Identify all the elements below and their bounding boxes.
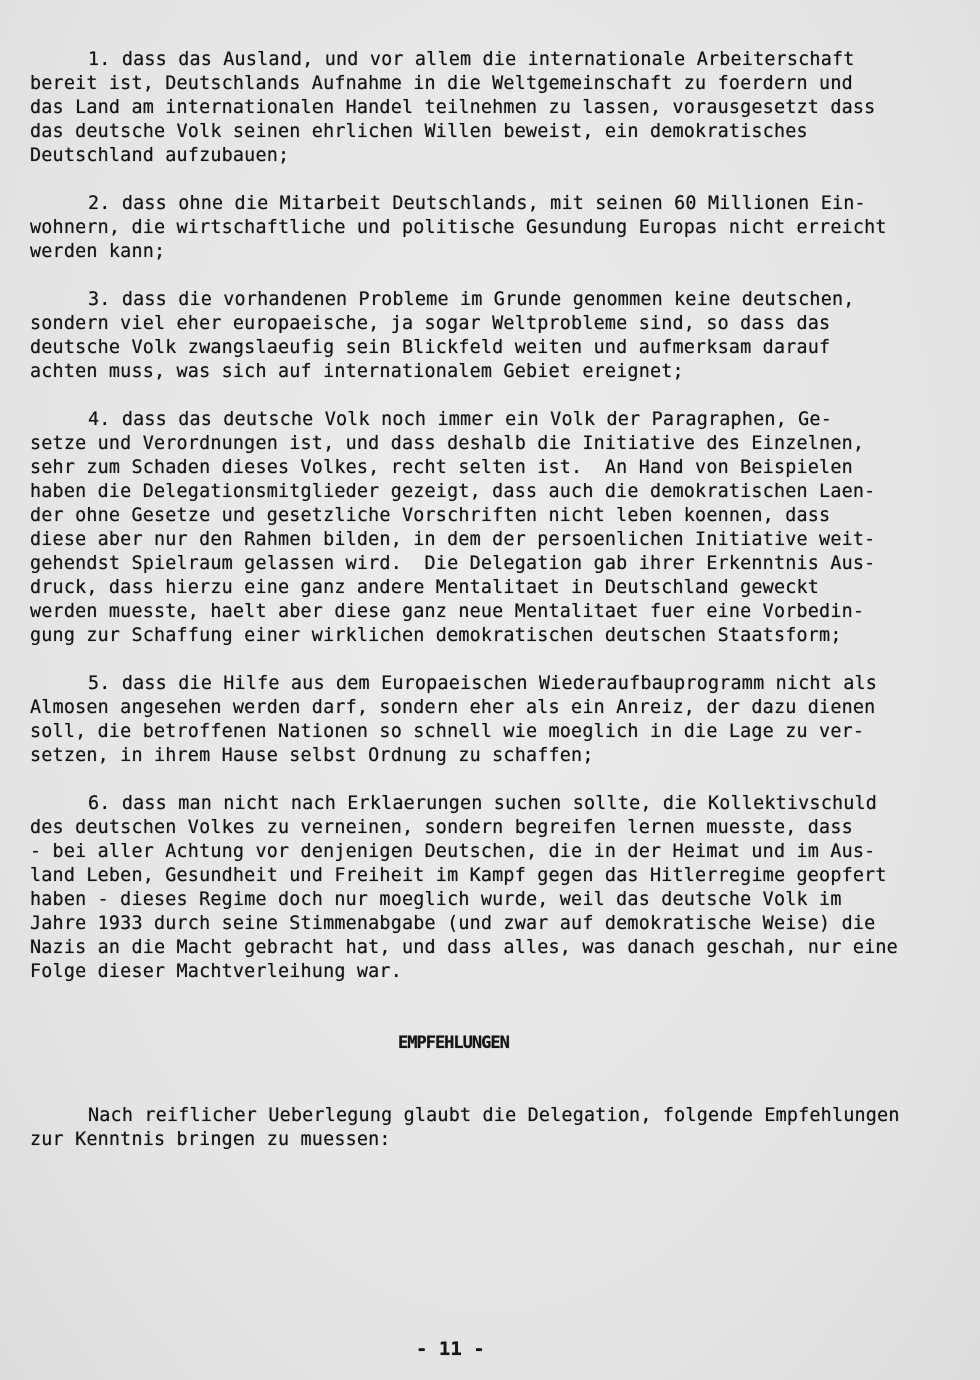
section-heading: EMPFEHLUNGEN bbox=[398, 1033, 509, 1053]
item-6-first-line bbox=[88, 792, 877, 816]
text-line: setzen, in ihrem Hause selbst Ordnung zu schaffen; bbox=[30, 745, 594, 766]
text-line: Folge dieser Machtverleihung war. bbox=[30, 961, 402, 982]
text-line: soll, die betroffenen Nationen so schnell wie moeglich in die Lage zu ver- bbox=[30, 721, 865, 742]
item-1-first-line bbox=[88, 48, 855, 72]
page-number: - 11 - bbox=[416, 1338, 485, 1360]
item-4-text: dass das deutsche Volk noch immer ein Volk der Paragraphen, Ge- bbox=[121, 409, 832, 430]
text-line: druck, dass hierzu eine ganz andere Mentalitaet in Deutschland geweckt bbox=[30, 577, 820, 598]
item-6-text: dass man nicht nach Erklaerungen suchen sollte, die Kollektivschuld bbox=[121, 793, 878, 814]
text-line: setze und Verordnungen ist, und dass deshalb die Initiative des Einzelnen, bbox=[30, 433, 865, 454]
text-line: werden muesste, haelt aber diese ganz neue Mentalitaet fuer eine Vorbedin- bbox=[30, 601, 865, 622]
text-line: gung zur Schaffung einer wirklichen demokratischen deutschen Staatsform; bbox=[30, 625, 842, 646]
text-line: wohnern, die wirtschaftliche und politische Gesundung Europas nicht erreicht bbox=[30, 217, 887, 238]
text-line: Nazis an die Macht gebracht hat, und dass alles, was danach geschah, nur eine bbox=[30, 937, 898, 958]
text-line: sehr zum Schaden dieses Volkes, recht selten ist. An Hand von Beispielen bbox=[30, 457, 853, 478]
text-line: Almosen angesehen werden darf, sondern eher als ein Anreiz, der dazu dienen bbox=[30, 697, 876, 718]
item-3-text: dass die vorhandenen Probleme im Grunde genommen keine deutschen, bbox=[121, 289, 855, 310]
item-4-first-line bbox=[88, 408, 832, 432]
item-2-first-line bbox=[88, 192, 866, 216]
text-line: werden kann; bbox=[30, 241, 166, 262]
item-1-text: dass das Ausland, und vor allem die internationale Arbeiterschaft bbox=[121, 49, 855, 70]
item-3-number: 3. bbox=[88, 289, 111, 310]
text-line: sondern viel eher europaeische, ja sogar Weltprobleme sind, so dass das bbox=[30, 313, 831, 334]
item-3-first-line bbox=[88, 288, 855, 312]
text-line: der ohne Gesetze und gesetzliche Vorschriften nicht leben koennen, dass bbox=[30, 505, 831, 526]
text-line: bereit ist, Deutschlands Aufnahme in die Weltgemeinschaft zu foerdern und bbox=[30, 73, 853, 94]
item-2-number: 2. bbox=[88, 193, 111, 214]
text-line: gehendst Spielraum gelassen wird. Die Delegation gab ihrer Erkenntnis Aus- bbox=[30, 553, 876, 574]
text-line: zur Kenntnis bringen zu muessen: bbox=[30, 1129, 391, 1150]
text-line: Jahre 1933 durch seine Stimmenabgabe (und zwar auf demokratische Weise) die bbox=[30, 913, 876, 934]
item-1-number: 1. bbox=[88, 49, 111, 70]
text-line: Deutschland aufzubauen; bbox=[30, 145, 290, 166]
text-line: haben - dieses Regime doch nur moeglich wurde, weil das deutsche Volk im bbox=[30, 889, 842, 910]
item-5-text: dass die Hilfe aus dem Europaeischen Wiederaufbauprogramm nicht als bbox=[121, 673, 878, 694]
text-line: - bei aller Achtung vor denjenigen Deutschen, die in der Heimat und im Aus- bbox=[30, 841, 876, 862]
recommendation-first-line: Nach reiflicher Ueberlegung glaubt die Delegation, folgende Empfehlungen bbox=[88, 1105, 900, 1126]
text-line: haben die Delegationsmitglieder gezeigt, dass auch die demokratischen Laen- bbox=[30, 481, 876, 502]
item-4-number: 4. bbox=[88, 409, 111, 430]
text-line: das deutsche Volk seinen ehrlichen Willen beweist, ein demokratisches bbox=[30, 121, 808, 142]
text-line: land Leben, Gesundheit und Freiheit im Kampf gegen das Hitlerregime geopfert bbox=[30, 865, 887, 886]
item-6-number: 6. bbox=[88, 793, 111, 814]
text-line: achten muss, was sich auf internationalem Gebiet ereignet; bbox=[30, 361, 684, 382]
item-2-text: dass ohne die Mitarbeit Deutschlands, mit seinen 60 Millionen Ein- bbox=[121, 193, 866, 214]
text-line: diese aber nur den Rahmen bilden, in dem der persoenlichen Initiative weit- bbox=[30, 529, 876, 550]
text-line: deutsche Volk zwangslaeufig sein Blickfeld weiten und aufmerksam darauf bbox=[30, 337, 831, 358]
item-5-first-line bbox=[88, 672, 877, 696]
text-line: des deutschen Volkes zu verneinen, sondern begreifen lernen muesste, dass bbox=[30, 817, 853, 838]
item-5-number: 5. bbox=[88, 673, 111, 694]
text-line: das Land am internationalen Handel teilnehmen zu lassen, vorausgesetzt dass bbox=[30, 97, 876, 118]
